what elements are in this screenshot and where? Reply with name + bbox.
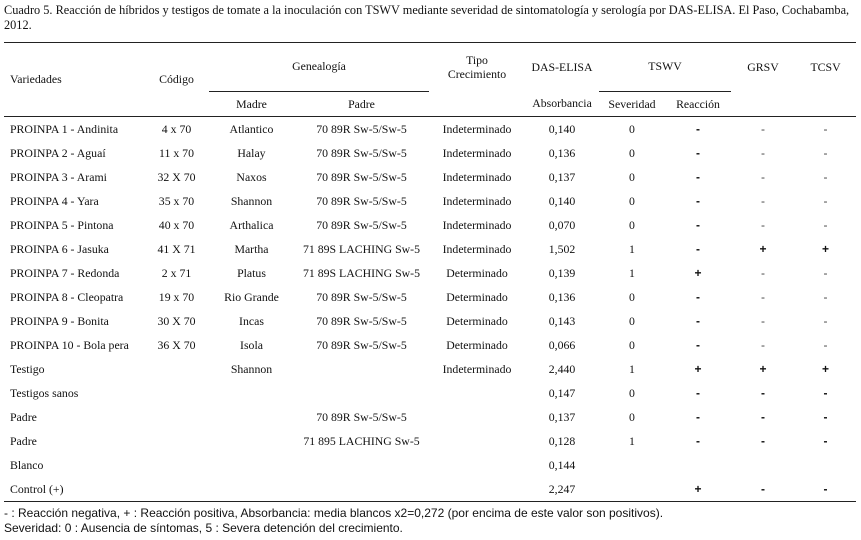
cell-tcsv: - [823, 314, 828, 328]
cell-tipo [429, 453, 525, 477]
header-padre: Padre [294, 92, 429, 117]
cell-codigo: 11 x 70 [159, 145, 194, 160]
cell-grsv: - [731, 477, 795, 502]
cell-tipo: Determinado [446, 289, 508, 304]
footnote-line-1: - : Reacción negativa, + : Reacción positiva, Absorbancia: media blancos x2=0,272 (por encima de este valor son positivos). [4, 506, 664, 520]
cell-absorbancia: 0,139 [548, 265, 576, 280]
table-body [4, 117, 856, 502]
cell-severidad: 1 [629, 361, 635, 376]
cell-padre: 70 89R Sw-5/Sw-5 [316, 313, 407, 328]
cell-reaccion: + [694, 362, 702, 376]
cell-variedad: PROINPA 4 - Yara [10, 193, 99, 208]
cell-absorbancia: 0,147 [548, 385, 576, 400]
cell-absorbancia: 0,140 [548, 193, 576, 208]
header-das-elisa: DAS-ELISA [525, 43, 599, 92]
cell-grsv [731, 453, 795, 477]
cell-grsv: - [761, 338, 766, 352]
cell-severidad: 0 [629, 169, 635, 184]
cell-tcsv: - [823, 146, 828, 160]
cell-padre [294, 357, 429, 381]
cell-absorbancia: 1,502 [548, 241, 576, 256]
cell-grsv: + [759, 362, 767, 376]
header-reaccion: Reacción [665, 92, 731, 117]
cell-padre: 70 89R Sw-5/Sw-5 [316, 169, 407, 184]
cell-grsv: - [761, 170, 766, 184]
header-severidad: Severidad [599, 92, 665, 117]
cell-tcsv: - [823, 338, 828, 352]
cell-tcsv: - [823, 194, 828, 208]
cell-madre: Halay [237, 145, 266, 160]
cell-severidad: 1 [629, 433, 635, 448]
table-row [4, 285, 856, 309]
cell-severidad: 0 [629, 289, 635, 304]
cell-reaccion: - [696, 290, 700, 304]
cell-tcsv: - [823, 434, 828, 448]
cell-reaccion: - [696, 122, 700, 136]
cell-tipo: Indeterminado [442, 145, 512, 160]
cell-variedad: Testigos sanos [10, 385, 79, 400]
table-row [4, 165, 856, 189]
cell-reaccion: + [665, 477, 731, 502]
cell-reaccion: - [696, 218, 700, 232]
cell-madre: Arthalica [229, 217, 274, 232]
header-absorbancia: Absorbancia [525, 92, 599, 117]
header-codigo: Código [144, 43, 209, 117]
cell-variedad: PROINPA 2 - Aguaí [10, 145, 106, 160]
header-grsv: GRSV [731, 43, 795, 92]
cell-tipo: Indeterminado [442, 193, 512, 208]
cell-padre: 71 89S LACHING Sw-5 [303, 265, 420, 280]
cell-madre: Naxos [236, 169, 267, 184]
cell-tcsv: - [823, 218, 828, 232]
header-tipo-crecimiento [429, 43, 525, 92]
cell-absorbancia: 0,136 [548, 289, 576, 304]
cell-padre: 71 895 LACHING Sw-5 [303, 433, 420, 448]
cell-variedad: PROINPA 7 - Redonda [10, 265, 120, 280]
cell-tipo: Indeterminado [442, 121, 512, 136]
results-table [4, 42, 856, 502]
cell-severidad: 0 [629, 145, 635, 160]
table-row [4, 189, 856, 213]
cell-tcsv: - [823, 170, 828, 184]
cell-variedad: PROINPA 1 - Andinita [10, 121, 119, 136]
cell-madre: Shannon [230, 193, 273, 208]
cell-variedad: Padre [10, 409, 37, 424]
cell-severidad: 0 [629, 121, 635, 136]
cell-codigo: 41 X 71 [157, 241, 196, 256]
cell-codigo [144, 477, 209, 502]
table-row [4, 357, 856, 381]
header-tipo-line2: Crecimiento [447, 67, 507, 82]
footnote-line-2: Severidad: 0 : Ausencia de síntomas, 5 : Severa detención del crecimiento. [4, 521, 403, 535]
cell-tcsv: + [822, 362, 830, 376]
cell-codigo: 36 X 70 [157, 337, 196, 352]
cell-grsv: - [761, 146, 766, 160]
header-variedades: Variedades [4, 43, 144, 117]
cell-padre [294, 453, 429, 477]
cell-tcsv [795, 453, 856, 477]
cell-grsv: - [761, 218, 766, 232]
header-tipo-line1: Tipo [466, 53, 488, 68]
cell-madre: Platus [237, 265, 266, 280]
table-row [4, 141, 856, 165]
cell-grsv: - [761, 122, 766, 136]
cell-severidad [599, 453, 665, 477]
cell-severidad: 0 [629, 217, 635, 232]
cell-absorbancia: 0,128 [548, 433, 576, 448]
cell-reaccion: - [696, 170, 700, 184]
table-row [4, 309, 856, 333]
cell-severidad: 0 [629, 385, 635, 400]
cell-tipo: Determinado [446, 313, 508, 328]
cell-padre: 70 89R Sw-5/Sw-5 [316, 121, 407, 136]
cell-tipo [429, 429, 525, 453]
cell-codigo: 32 X 70 [157, 169, 196, 184]
header-tcsv-empty [795, 92, 856, 117]
cell-codigo [144, 381, 209, 405]
cell-padre: 70 89R Sw-5/Sw-5 [316, 217, 407, 232]
cell-absorbancia: 0,144 [548, 457, 576, 472]
cell-grsv: - [761, 434, 766, 448]
cell-codigo: 40 x 70 [158, 217, 195, 232]
cell-severidad: 0 [629, 409, 635, 424]
cell-variedad: Padre [10, 433, 37, 448]
cell-variedad: Control (+) [4, 477, 144, 502]
cell-tcsv: - [823, 410, 828, 424]
cell-codigo: 19 x 70 [158, 289, 195, 304]
cell-padre [294, 381, 429, 405]
cell-variedad: PROINPA 6 - Jasuka [10, 241, 109, 256]
header-genealogia: Genealogía [209, 43, 429, 92]
cell-absorbancia: 0,136 [548, 145, 576, 160]
cell-grsv: - [761, 194, 766, 208]
cell-tcsv: - [795, 477, 856, 502]
cell-padre [294, 477, 429, 502]
cell-severidad: 0 [629, 193, 635, 208]
cell-tipo: Determinado [446, 265, 508, 280]
cell-severidad: 0 [629, 313, 635, 328]
cell-grsv: - [761, 290, 766, 304]
cell-tipo [429, 477, 525, 502]
cell-padre: 70 89R Sw-5/Sw-5 [316, 289, 407, 304]
cell-absorbancia: 2,440 [548, 361, 576, 376]
cell-absorbancia: 0,137 [548, 169, 576, 184]
cell-reaccion: - [696, 410, 700, 424]
cell-reaccion: - [696, 242, 700, 256]
cell-absorbancia: 0,137 [548, 409, 576, 424]
cell-grsv: - [761, 410, 766, 424]
cell-padre: 70 89R Sw-5/Sw-5 [316, 409, 407, 424]
cell-severidad: 1 [629, 265, 635, 280]
cell-madre: Shannon [230, 361, 273, 376]
cell-madre: Atlantico [229, 121, 274, 136]
cell-reaccion [665, 453, 731, 477]
cell-severidad: 1 [629, 241, 635, 256]
cell-madre: Incas [239, 313, 264, 328]
cell-tcsv: + [822, 242, 830, 256]
table-row [4, 333, 856, 357]
cell-tcsv: - [823, 122, 828, 136]
cell-variedad: Testigo [10, 361, 45, 376]
cell-padre: 70 89R Sw-5/Sw-5 [316, 145, 407, 160]
cell-madre: Isola [240, 337, 263, 352]
cell-variedad: PROINPA 3 - Arami [10, 169, 107, 184]
cell-reaccion: - [696, 434, 700, 448]
cell-variedad: PROINPA 10 - Bola pera [10, 337, 129, 352]
cell-tipo: Determinado [446, 337, 508, 352]
cell-madre: Rio Grande [224, 289, 279, 304]
cell-codigo [144, 429, 209, 453]
header-tcsv: TCSV [795, 43, 856, 92]
cell-tipo: Indeterminado [442, 169, 512, 184]
cell-codigo: 35 x 70 [158, 193, 195, 208]
cell-madre [209, 405, 294, 429]
cell-tcsv: - [823, 266, 828, 280]
cell-grsv: - [761, 266, 766, 280]
cell-tipo: Indeterminado [442, 361, 512, 376]
cell-tipo: Indeterminado [442, 217, 512, 232]
cell-absorbancia: 0,070 [548, 217, 576, 232]
cell-absorbancia: 2,247 [525, 477, 599, 502]
cell-variedad: PROINPA 5 - Pintona [10, 217, 114, 232]
cell-grsv: + [759, 242, 767, 256]
cell-reaccion: - [696, 194, 700, 208]
footnote [4, 506, 856, 536]
cell-tipo: Indeterminado [442, 241, 512, 256]
table-row [4, 381, 856, 405]
cell-grsv: - [761, 386, 766, 400]
cell-padre: 70 89R Sw-5/Sw-5 [316, 193, 407, 208]
cell-variedad: Blanco [10, 457, 44, 472]
cell-codigo: 4 x 70 [161, 121, 192, 136]
table-row [4, 117, 856, 142]
header-tipo-empty [429, 92, 525, 117]
table-row [4, 237, 856, 261]
table-row [4, 453, 856, 477]
cell-absorbancia: 0,143 [548, 313, 576, 328]
cell-reaccion: - [696, 338, 700, 352]
cell-padre: 71 89S LACHING Sw-5 [303, 241, 420, 256]
cell-reaccion: + [694, 266, 702, 280]
cell-codigo [144, 453, 209, 477]
cell-tcsv: - [823, 290, 828, 304]
header-grsv-empty [731, 92, 795, 117]
cell-grsv: - [761, 314, 766, 328]
cell-tipo [429, 405, 525, 429]
cell-reaccion: - [696, 386, 700, 400]
table-row [4, 261, 856, 285]
cell-madre [209, 477, 294, 502]
cell-madre [209, 381, 294, 405]
cell-reaccion: - [696, 314, 700, 328]
cell-absorbancia: 0,140 [548, 121, 576, 136]
results-table-container [4, 42, 856, 502]
cell-severidad [599, 477, 665, 502]
table-row [4, 213, 856, 237]
cell-codigo [144, 357, 209, 381]
cell-reaccion: - [696, 146, 700, 160]
cell-absorbancia: 0,066 [548, 337, 576, 352]
cell-madre [209, 429, 294, 453]
cell-padre: 70 89R Sw-5/Sw-5 [316, 337, 407, 352]
table-caption: Cuadro 5. Reacción de híbridos y testigos de tomate a la inoculación con TSWV mediante severidad de sintomatología y serología por DAS-ELISA. El Paso, Cochabamba, 2012. [4, 3, 850, 32]
cell-codigo: 30 X 70 [157, 313, 196, 328]
cell-variedad: PROINPA 9 - Bonita [10, 313, 109, 328]
table-row [4, 405, 856, 429]
cell-tcsv: - [823, 386, 828, 400]
table-row [4, 429, 856, 453]
cell-codigo: 2 x 71 [161, 265, 192, 280]
cell-madre [209, 453, 294, 477]
header-madre: Madre [209, 92, 294, 117]
table-row [4, 477, 856, 502]
cell-madre: Martha [234, 241, 269, 256]
cell-severidad: 0 [629, 337, 635, 352]
header-tswv: TSWV [599, 43, 731, 92]
cell-tipo [429, 381, 525, 405]
cell-variedad: PROINPA 8 - Cleopatra [10, 289, 124, 304]
cell-codigo [144, 405, 209, 429]
